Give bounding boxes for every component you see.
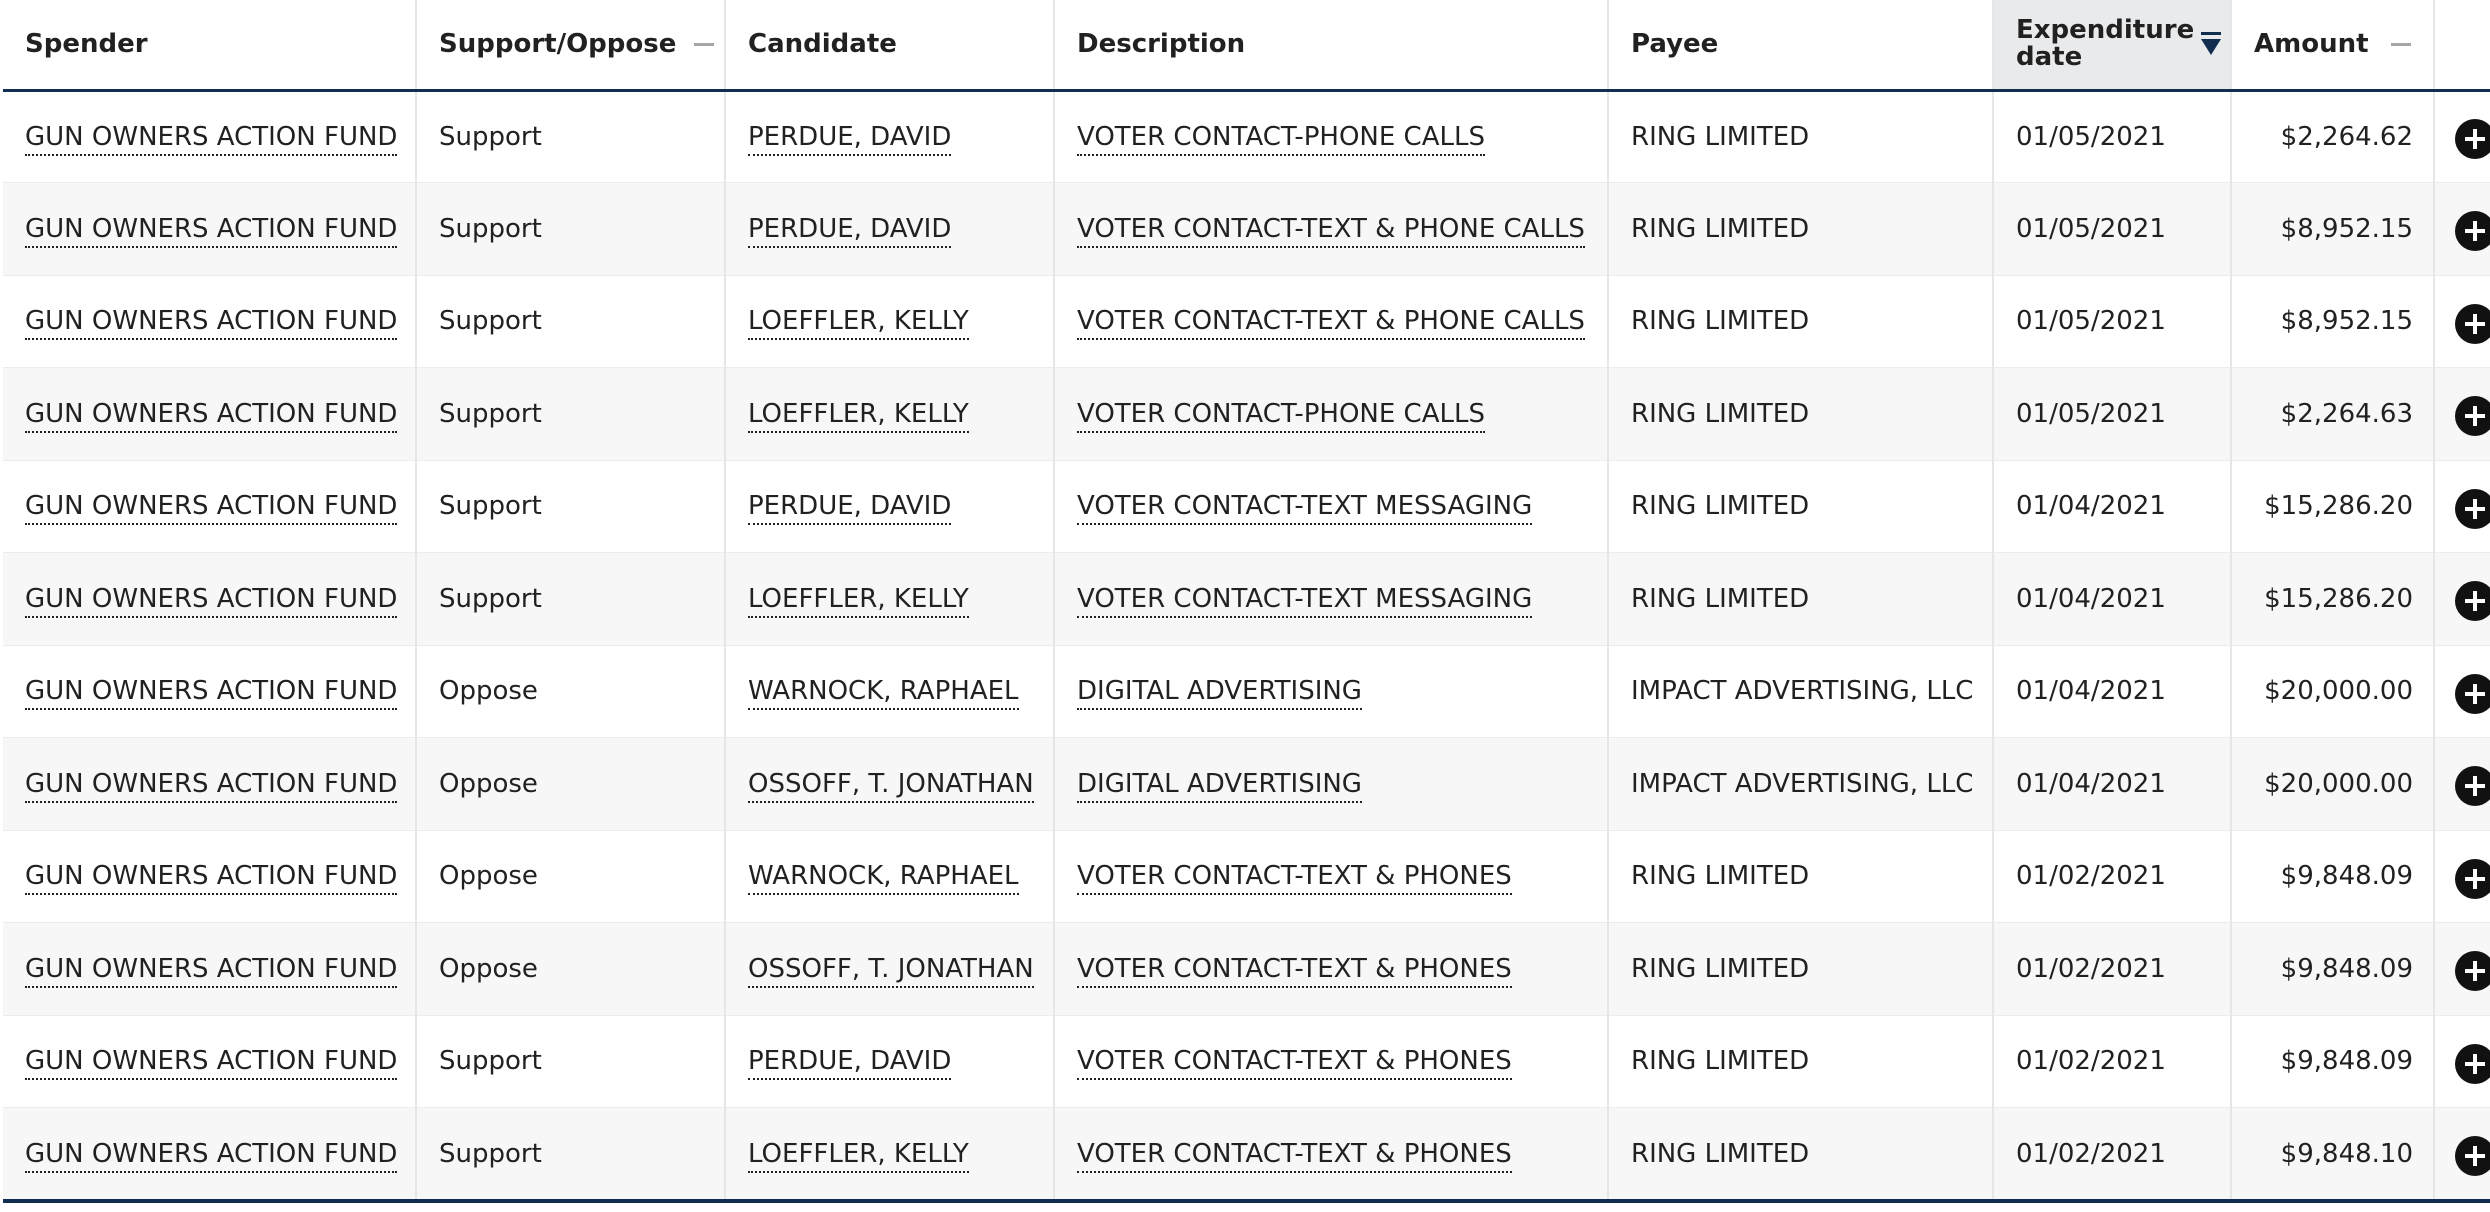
table-cell-support-oppose — [416, 90, 725, 183]
table-cell-candidate — [725, 645, 1054, 738]
table-cell-description — [1054, 275, 1608, 368]
column-header-support-oppose[interactable] — [416, 0, 725, 90]
cell-description-link[interactable]: VOTER CONTACT-TEXT & PHONE CALLS — [1077, 214, 1585, 248]
table-cell-date — [1993, 90, 2231, 183]
cell-expenditure-date: 01/05/2021 — [2016, 306, 2166, 337]
table-cell-spender — [3, 645, 416, 738]
table-row — [3, 368, 2490, 461]
table-cell-action — [2434, 830, 2490, 923]
table-cell-payee — [1608, 275, 1993, 368]
table-cell-action — [2434, 183, 2490, 276]
cell-payee: RING LIMITED — [1631, 121, 1810, 152]
table-cell-amount — [2231, 183, 2434, 276]
plus-circle-icon[interactable] — [2455, 1044, 2490, 1084]
table-cell-action — [2434, 368, 2490, 461]
plus-circle-icon[interactable] — [2455, 119, 2490, 159]
table-cell-spender — [3, 90, 416, 183]
table-cell-description — [1054, 738, 1608, 831]
cell-payee: RING LIMITED — [1631, 1046, 1810, 1077]
cell-payee: RING LIMITED — [1631, 583, 1810, 614]
table-cell-support-oppose — [416, 275, 725, 368]
table-cell-date — [1993, 1015, 2231, 1108]
table-cell-candidate — [725, 183, 1054, 276]
plus-circle-icon[interactable] — [2455, 859, 2490, 899]
cell-description-link[interactable]: VOTER CONTACT-TEXT MESSAGING — [1077, 584, 1532, 618]
cell-expenditure-date: 01/02/2021 — [2016, 861, 2166, 892]
cell-expenditure-date: 01/05/2021 — [2016, 398, 2166, 429]
table-cell-amount — [2231, 368, 2434, 461]
table-cell-candidate — [725, 368, 1054, 461]
column-header-label: Spender — [25, 29, 148, 60]
table-cell-spender — [3, 923, 416, 1016]
table-cell-action — [2434, 553, 2490, 646]
column-header-label: Payee — [1631, 29, 1719, 60]
cell-candidate-link[interactable]: WARNOCK, RAPHAEL — [748, 676, 1019, 710]
cell-spender-link[interactable]: GUN OWNERS ACTION FUND — [25, 491, 397, 525]
table-cell-payee — [1608, 1108, 1993, 1201]
plus-circle-icon[interactable] — [2455, 396, 2490, 436]
table-cell-spender — [3, 1015, 416, 1108]
cell-spender-link[interactable]: GUN OWNERS ACTION FUND — [25, 954, 397, 988]
table-cell-payee — [1608, 645, 1993, 738]
cell-amount: $2,264.62 — [2280, 121, 2413, 152]
table-header — [3, 0, 2490, 90]
table-cell-date — [1993, 1108, 2231, 1201]
cell-description-link[interactable]: VOTER CONTACT-PHONE CALLS — [1077, 122, 1485, 156]
table-cell-description — [1054, 368, 1608, 461]
cell-support-oppose: Support — [439, 121, 542, 152]
table-cell-amount — [2231, 830, 2434, 923]
cell-spender-link[interactable]: GUN OWNERS ACTION FUND — [25, 1046, 397, 1080]
cell-support-oppose: Support — [439, 1046, 542, 1077]
table-cell-action — [2434, 738, 2490, 831]
cell-amount: $2,264.63 — [2280, 398, 2413, 429]
table-cell-action — [2434, 460, 2490, 553]
table-cell-description — [1054, 1015, 1608, 1108]
table-cell-spender — [3, 275, 416, 368]
cell-spender-link[interactable]: GUN OWNERS ACTION FUND — [25, 214, 397, 248]
plus-circle-icon[interactable] — [2455, 581, 2490, 621]
plus-circle-icon[interactable] — [2455, 674, 2490, 714]
table-cell-action — [2434, 1108, 2490, 1201]
table-bottom-rule — [3, 1199, 2490, 1203]
cell-description-link[interactable]: VOTER CONTACT-TEXT MESSAGING — [1077, 491, 1532, 525]
cell-support-oppose: Support — [439, 1138, 542, 1169]
cell-payee: RING LIMITED — [1631, 861, 1810, 892]
cell-spender-link[interactable]: GUN OWNERS ACTION FUND — [25, 584, 397, 618]
cell-expenditure-date: 01/05/2021 — [2016, 213, 2166, 244]
table-cell-spender — [3, 830, 416, 923]
cell-candidate-link[interactable]: PERDUE, DAVID — [748, 214, 951, 248]
table-cell-date — [1993, 645, 2231, 738]
table-cell-amount — [2231, 1108, 2434, 1201]
table-cell-action — [2434, 1015, 2490, 1108]
table-cell-support-oppose — [416, 183, 725, 276]
collapse-icon[interactable] — [2391, 43, 2411, 46]
table-cell-payee — [1608, 460, 1993, 553]
cell-expenditure-date: 01/04/2021 — [2016, 491, 2166, 522]
table-cell-spender — [3, 738, 416, 831]
cell-description-link[interactable]: VOTER CONTACT-TEXT & PHONES — [1077, 861, 1512, 895]
table-cell-date — [1993, 923, 2231, 1016]
table-row — [3, 183, 2490, 276]
cell-support-oppose: Oppose — [439, 861, 538, 892]
cell-description-link[interactable]: VOTER CONTACT-TEXT & PHONES — [1077, 954, 1512, 988]
cell-payee: RING LIMITED — [1631, 306, 1810, 337]
cell-payee: IMPACT ADVERTISING, LLC — [1631, 676, 1974, 707]
cell-amount: $20,000.00 — [2264, 676, 2413, 707]
cell-spender-link[interactable]: GUN OWNERS ACTION FUND — [25, 769, 397, 803]
cell-expenditure-date: 01/04/2021 — [2016, 583, 2166, 614]
column-header-label: Description — [1077, 29, 1246, 60]
cell-support-oppose: Oppose — [439, 768, 538, 799]
table-cell-amount — [2231, 275, 2434, 368]
collapse-icon[interactable] — [694, 43, 714, 46]
table-cell-payee — [1608, 183, 1993, 276]
table-row — [3, 1015, 2490, 1108]
column-header-payee[interactable] — [1608, 0, 1993, 90]
cell-payee: RING LIMITED — [1631, 398, 1810, 429]
cell-spender-link[interactable]: GUN OWNERS ACTION FUND — [25, 306, 397, 340]
cell-spender-link[interactable]: GUN OWNERS ACTION FUND — [25, 861, 397, 895]
table-cell-support-oppose — [416, 738, 725, 831]
cell-candidate-link[interactable]: PERDUE, DAVID — [748, 491, 951, 525]
plus-circle-icon[interactable] — [2455, 489, 2490, 529]
column-header-description[interactable] — [1054, 0, 1608, 90]
table-row — [3, 645, 2490, 738]
column-header-label: Support/Oppose — [439, 29, 677, 60]
table-cell-support-oppose — [416, 460, 725, 553]
cell-support-oppose: Support — [439, 213, 542, 244]
column-header-actions — [2434, 0, 2490, 90]
cell-candidate-link[interactable]: OSSOFF, T. JONATHAN — [748, 769, 1034, 803]
table-cell-date — [1993, 460, 2231, 553]
table-cell-action — [2434, 645, 2490, 738]
table-cell-description — [1054, 923, 1608, 1016]
cell-expenditure-date: 01/02/2021 — [2016, 1138, 2166, 1169]
table-cell-amount — [2231, 923, 2434, 1016]
cell-spender-link[interactable]: GUN OWNERS ACTION FUND — [25, 399, 397, 433]
table-cell-support-oppose — [416, 923, 725, 1016]
table-cell-spender — [3, 368, 416, 461]
table-cell-candidate — [725, 830, 1054, 923]
cell-description-link[interactable]: VOTER CONTACT-TEXT & PHONES — [1077, 1139, 1512, 1173]
cell-candidate-link[interactable]: LOEFFLER, KELLY — [748, 1139, 969, 1173]
table-cell-support-oppose — [416, 368, 725, 461]
table-cell-amount — [2231, 90, 2434, 183]
table-cell-candidate — [725, 738, 1054, 831]
cell-support-oppose: Support — [439, 491, 542, 522]
cell-candidate-link[interactable]: LOEFFLER, KELLY — [748, 584, 969, 618]
cell-description-link[interactable]: VOTER CONTACT-TEXT & PHONE CALLS — [1077, 306, 1585, 340]
table-row — [3, 830, 2490, 923]
table-cell-amount — [2231, 738, 2434, 831]
cell-amount: $15,286.20 — [2264, 583, 2413, 614]
table-cell-amount — [2231, 553, 2434, 646]
table-cell-payee — [1608, 1015, 1993, 1108]
cell-expenditure-date: 01/04/2021 — [2016, 768, 2166, 799]
table-cell-amount — [2231, 1015, 2434, 1108]
table-cell-candidate — [725, 90, 1054, 183]
column-header-label: Amount — [2254, 29, 2369, 60]
header-row — [3, 0, 2490, 90]
table-cell-spender — [3, 1108, 416, 1201]
cell-payee: RING LIMITED — [1631, 1138, 1810, 1169]
table-cell-payee — [1608, 368, 1993, 461]
table-row — [3, 923, 2490, 1016]
table-row — [3, 738, 2490, 831]
cell-support-oppose: Oppose — [439, 953, 538, 984]
cell-expenditure-date: 01/02/2021 — [2016, 953, 2166, 984]
column-header-expenditure-date[interactable] — [1993, 0, 2231, 90]
plus-circle-icon[interactable] — [2455, 211, 2490, 251]
cell-amount: $9,848.09 — [2280, 861, 2413, 892]
table-cell-payee — [1608, 738, 1993, 831]
cell-candidate-link[interactable]: OSSOFF, T. JONATHAN — [748, 954, 1034, 988]
table-cell-candidate — [725, 1108, 1054, 1201]
cell-candidate-link[interactable]: PERDUE, DAVID — [748, 122, 951, 156]
cell-description-link[interactable]: DIGITAL ADVERTISING — [1077, 769, 1362, 803]
table-cell-date — [1993, 830, 2231, 923]
table-cell-date — [1993, 553, 2231, 646]
cell-spender-link[interactable]: GUN OWNERS ACTION FUND — [25, 676, 397, 710]
cell-description-link[interactable]: VOTER CONTACT-PHONE CALLS — [1077, 399, 1485, 433]
table-cell-payee — [1608, 830, 1993, 923]
table-cell-description — [1054, 645, 1608, 738]
table-cell-date — [1993, 183, 2231, 276]
expenditures-table — [3, 0, 2490, 1201]
column-header-label: Expenditure date — [2016, 15, 2195, 73]
table-cell-candidate — [725, 1015, 1054, 1108]
cell-amount: $15,286.20 — [2264, 491, 2413, 522]
table-cell-candidate — [725, 553, 1054, 646]
column-header-spender[interactable] — [3, 0, 416, 90]
cell-amount: $9,848.09 — [2280, 1046, 2413, 1077]
table-row — [3, 275, 2490, 368]
cell-amount: $8,952.15 — [2280, 306, 2413, 337]
cell-support-oppose: Support — [439, 583, 542, 614]
cell-support-oppose: Oppose — [439, 676, 538, 707]
column-header-candidate[interactable] — [725, 0, 1054, 90]
table-cell-support-oppose — [416, 1015, 725, 1108]
cell-amount: $20,000.00 — [2264, 768, 2413, 799]
table-cell-spender — [3, 553, 416, 646]
plus-circle-icon[interactable] — [2455, 304, 2490, 344]
table-cell-candidate — [725, 923, 1054, 1016]
table-cell-amount — [2231, 645, 2434, 738]
cell-support-oppose: Support — [439, 306, 542, 337]
table-cell-date — [1993, 738, 2231, 831]
cell-support-oppose: Support — [439, 398, 542, 429]
column-header-label: Candidate — [748, 29, 897, 60]
cell-amount: $9,848.10 — [2280, 1138, 2413, 1169]
column-header-amount[interactable] — [2231, 0, 2434, 90]
cell-expenditure-date: 01/04/2021 — [2016, 676, 2166, 707]
cell-spender-link[interactable]: GUN OWNERS ACTION FUND — [25, 1139, 397, 1173]
table-cell-candidate — [725, 275, 1054, 368]
table-row — [3, 1108, 2490, 1201]
table-cell-description — [1054, 90, 1608, 183]
table-cell-amount — [2231, 460, 2434, 553]
table-cell-action — [2434, 275, 2490, 368]
table-body — [3, 90, 2490, 1200]
cell-candidate-link[interactable]: PERDUE, DAVID — [748, 1046, 951, 1080]
table-cell-action — [2434, 923, 2490, 1016]
table-row — [3, 553, 2490, 646]
plus-circle-icon[interactable] — [2455, 1136, 2490, 1176]
sort-descending-icon[interactable] — [2200, 30, 2222, 58]
cell-payee: IMPACT ADVERTISING, LLC — [1631, 768, 1974, 799]
cell-candidate-link[interactable]: WARNOCK, RAPHAEL — [748, 861, 1019, 895]
table-cell-description — [1054, 460, 1608, 553]
table-cell-action — [2434, 90, 2490, 183]
plus-circle-icon[interactable] — [2455, 951, 2490, 991]
table-cell-support-oppose — [416, 553, 725, 646]
table-cell-support-oppose — [416, 1108, 725, 1201]
table-cell-description — [1054, 183, 1608, 276]
table-cell-payee — [1608, 90, 1993, 183]
table-cell-support-oppose — [416, 645, 725, 738]
table-cell-description — [1054, 1108, 1608, 1201]
plus-circle-icon[interactable] — [2455, 766, 2490, 806]
cell-expenditure-date: 01/05/2021 — [2016, 121, 2166, 152]
cell-candidate-link[interactable]: LOEFFLER, KELLY — [748, 306, 969, 340]
cell-payee: RING LIMITED — [1631, 953, 1810, 984]
table-cell-payee — [1608, 553, 1993, 646]
table-cell-payee — [1608, 923, 1993, 1016]
table-row — [3, 90, 2490, 183]
cell-payee: RING LIMITED — [1631, 491, 1810, 522]
cell-spender-link[interactable]: GUN OWNERS ACTION FUND — [25, 122, 397, 156]
table-cell-date — [1993, 275, 2231, 368]
table-cell-spender — [3, 183, 416, 276]
table-cell-candidate — [725, 460, 1054, 553]
cell-candidate-link[interactable]: LOEFFLER, KELLY — [748, 399, 969, 433]
table-cell-support-oppose — [416, 830, 725, 923]
table-cell-description — [1054, 830, 1608, 923]
cell-amount: $9,848.09 — [2280, 953, 2413, 984]
table-cell-date — [1993, 368, 2231, 461]
cell-amount: $8,952.15 — [2280, 213, 2413, 244]
table-cell-spender — [3, 460, 416, 553]
cell-description-link[interactable]: VOTER CONTACT-TEXT & PHONES — [1077, 1046, 1512, 1080]
cell-description-link[interactable]: DIGITAL ADVERTISING — [1077, 676, 1362, 710]
cell-expenditure-date: 01/02/2021 — [2016, 1046, 2166, 1077]
cell-payee: RING LIMITED — [1631, 213, 1810, 244]
table-cell-description — [1054, 553, 1608, 646]
table-row — [3, 460, 2490, 553]
